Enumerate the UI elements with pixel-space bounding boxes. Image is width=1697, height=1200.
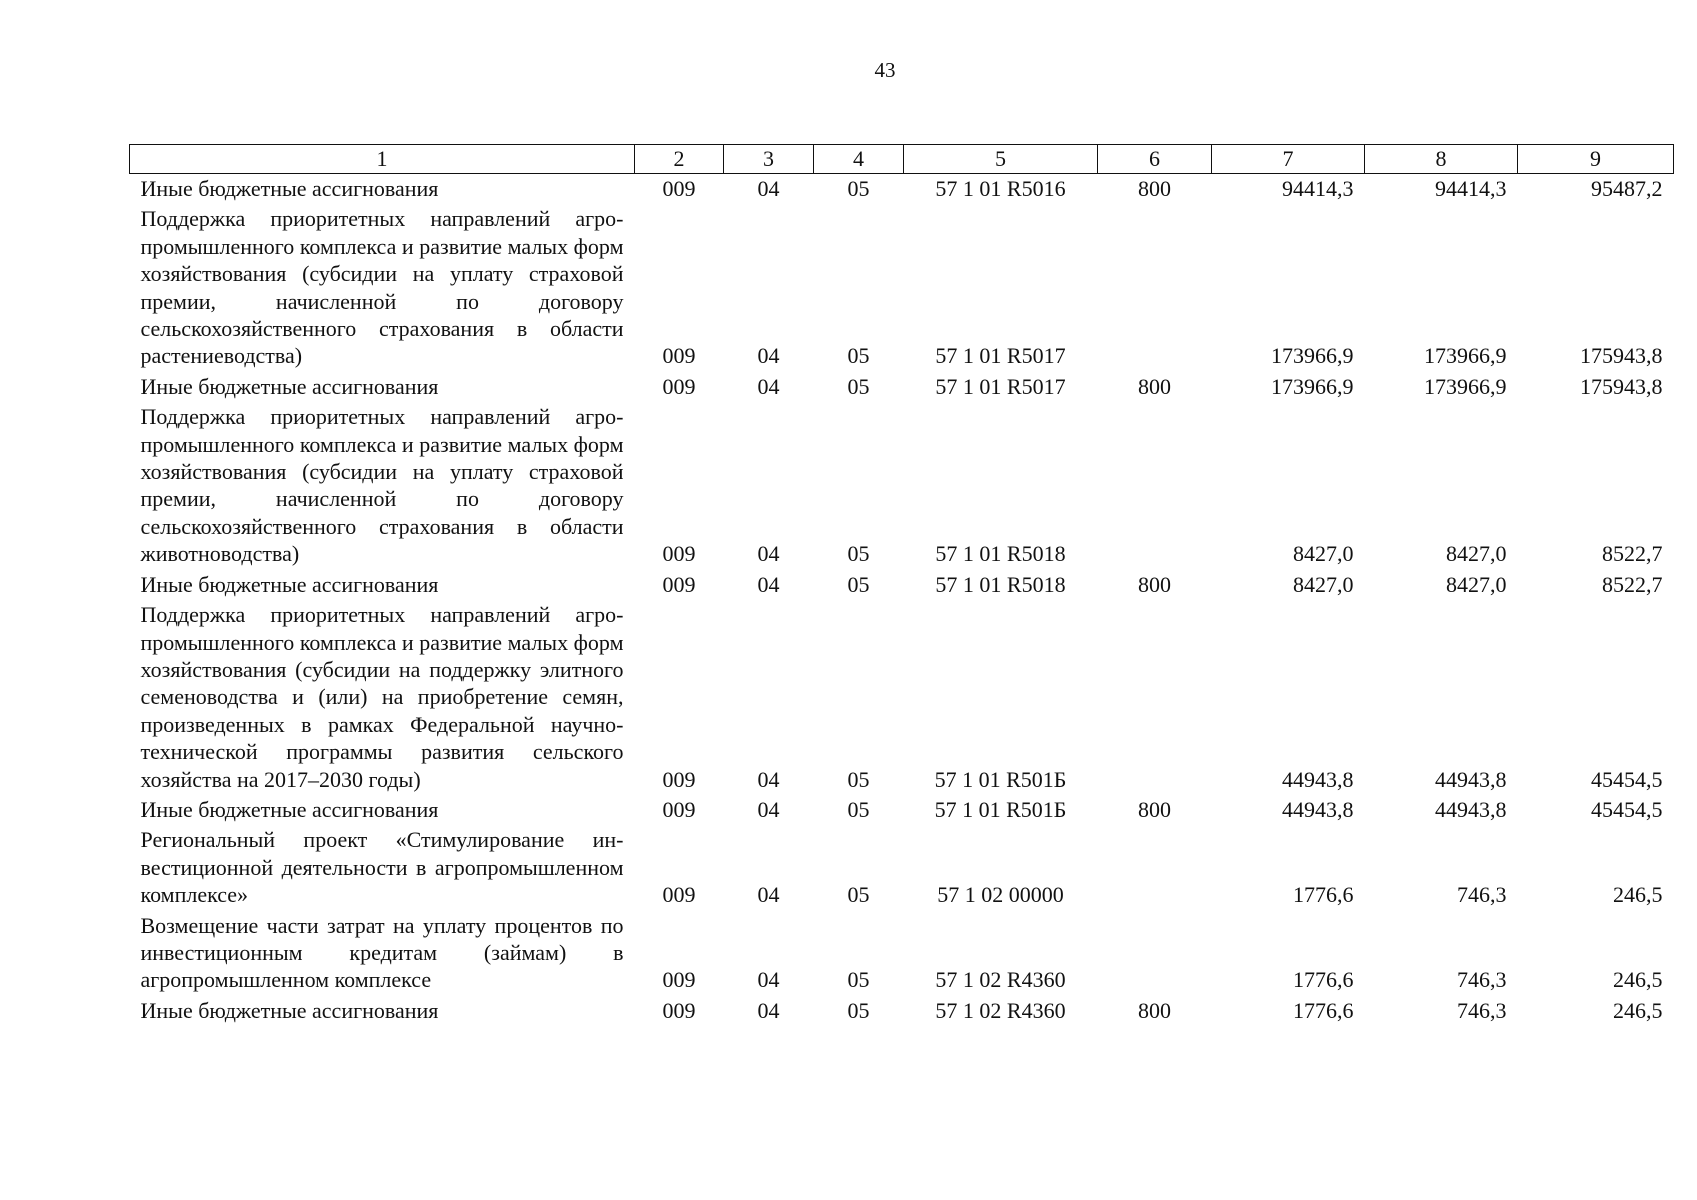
row-admin-code: 009 (662, 997, 696, 1023)
row-target-article: 57 1 02 R4360 (935, 967, 1066, 993)
column-header-6: 6 (1098, 145, 1212, 174)
row-amount-year-2: 8427,0 (1446, 541, 1507, 567)
row-amount-year-2: 746,3 (1457, 882, 1507, 908)
row-subsection: 05 (847, 796, 870, 822)
row-name: Возмещение части затрат на уплату процентов по инвестиционным кредитам (займам) в агропромышленном комплексе (140, 912, 624, 993)
row-section: 04 (757, 967, 780, 993)
row-target-article: 57 1 01 R501Б (934, 796, 1067, 822)
row-amount-year-1: 173966,9 (1271, 373, 1354, 399)
column-header-7: 7 (1212, 145, 1365, 174)
row-expense-type: 800 (1138, 997, 1171, 1023)
row-subsection: 05 (847, 541, 870, 567)
row-subsection: 05 (847, 967, 870, 993)
table-row (130, 402, 1674, 569)
row-name: Поддержка приоритетных направлений агропромышленного комплекса и развитие малых форм хозяйствования (субсидии на уплату страховой премии, начисленной по договору сельскохозяйственного страхования в области животноводства) (140, 404, 624, 567)
row-amount-year-3: 8522,7 (1602, 541, 1663, 567)
row-admin-code: 009 (662, 796, 696, 822)
row-name: Региональный проект «Стимулирование инвестиционной деятельности в агропромышленном комплексе» (140, 827, 624, 908)
row-expense-type (1098, 402, 1212, 569)
row-amount-year-2: 44943,8 (1435, 796, 1507, 822)
row-amount-year-1: 1776,6 (1293, 997, 1354, 1023)
row-target-article: 57 1 01 R5018 (935, 541, 1066, 567)
row-subsection: 05 (847, 343, 870, 369)
row-name: Иные бюджетные ассигнования (140, 796, 439, 822)
table-header (130, 145, 1674, 174)
table-row (130, 911, 1674, 996)
column-header-5: 5 (904, 145, 1098, 174)
row-amount-year-3: 246,5 (1613, 997, 1663, 1023)
row-subsection: 05 (847, 176, 870, 201)
row-section: 04 (757, 997, 780, 1023)
row-section: 04 (757, 766, 780, 792)
column-header-8: 8 (1365, 145, 1518, 174)
row-target-article: 57 1 01 R5016 (935, 176, 1066, 201)
row-subsection: 05 (847, 997, 870, 1023)
row-amount-year-1: 1776,6 (1293, 967, 1354, 993)
row-expense-type (1098, 204, 1212, 371)
row-expense-type (1098, 911, 1212, 996)
row-section: 04 (757, 343, 780, 369)
row-section: 04 (757, 541, 780, 567)
row-amount-year-3: 45454,5 (1591, 766, 1663, 792)
row-target-article: 57 1 02 00000 (937, 882, 1064, 908)
table-row (130, 372, 1674, 402)
row-name: Иные бюджетные ассигнования (140, 997, 439, 1023)
row-subsection: 05 (847, 373, 870, 399)
row-admin-code: 009 (662, 766, 696, 792)
row-section: 04 (757, 571, 780, 597)
row-amount-year-2: 746,3 (1457, 997, 1507, 1023)
row-subsection: 05 (847, 571, 870, 597)
row-subsection: 05 (847, 766, 870, 792)
column-header-9: 9 (1518, 145, 1674, 174)
row-section: 04 (757, 176, 780, 201)
row-expense-type: 800 (1138, 571, 1171, 597)
row-name: Иные бюджетные ассигнования (140, 176, 439, 201)
row-amount-year-1: 173966,9 (1271, 343, 1354, 369)
row-name: Иные бюджетные ассигнования (140, 373, 439, 399)
row-admin-code: 009 (662, 176, 696, 201)
row-expense-type: 800 (1138, 373, 1171, 399)
row-expense-type: 800 (1138, 176, 1171, 201)
row-amount-year-3: 175943,8 (1580, 373, 1663, 399)
budget-table (129, 144, 1674, 1026)
row-amount-year-3: 8522,7 (1602, 571, 1663, 597)
row-amount-year-2: 746,3 (1457, 967, 1507, 993)
table-row (130, 795, 1674, 825)
row-amount-year-2: 94414,3 (1435, 176, 1507, 201)
row-amount-year-3: 95487,2 (1591, 176, 1663, 201)
row-target-article: 57 1 01 R5017 (935, 373, 1066, 399)
column-header-1: 1 (130, 145, 635, 174)
table-header-row (130, 145, 1674, 174)
row-amount-year-3: 246,5 (1613, 882, 1663, 908)
row-expense-type (1098, 600, 1212, 795)
row-amount-year-1: 1776,6 (1293, 882, 1354, 908)
row-admin-code: 009 (662, 373, 696, 399)
column-header-4: 4 (814, 145, 904, 174)
row-target-article: 57 1 02 R4360 (935, 997, 1066, 1023)
row-target-article: 57 1 01 R501Б (934, 766, 1067, 792)
row-amount-year-1: 94414,3 (1282, 176, 1354, 201)
column-header-2: 2 (635, 145, 724, 174)
row-admin-code: 009 (662, 541, 696, 567)
row-subsection: 05 (847, 882, 870, 908)
row-admin-code: 009 (662, 343, 696, 369)
row-amount-year-2: 8427,0 (1446, 571, 1507, 597)
row-name: Поддержка приоритетных направлений агропромышленного комплекса и развитие малых форм хозяйствования (субсидии на поддержку элитного семеноводства и (или) на приобретение семян, произведенных в рамках Федеральной научно-технической программы развития сельского хозяйства на 2017–2030 годы) (140, 602, 624, 792)
row-admin-code: 009 (662, 882, 696, 908)
table-row (130, 174, 1674, 205)
row-amount-year-1: 8427,0 (1293, 541, 1354, 567)
row-amount-year-2: 173966,9 (1424, 373, 1507, 399)
row-amount-year-2: 44943,8 (1435, 766, 1507, 792)
row-section: 04 (757, 796, 780, 822)
row-amount-year-2: 173966,9 (1424, 343, 1507, 369)
page-number: 43 (874, 58, 896, 82)
row-expense-type: 800 (1138, 796, 1171, 822)
row-section: 04 (757, 882, 780, 908)
row-amount-year-3: 45454,5 (1591, 796, 1663, 822)
table-row (130, 996, 1674, 1026)
row-amount-year-3: 175943,8 (1580, 343, 1663, 369)
table-row (130, 570, 1674, 600)
row-amount-year-3: 246,5 (1613, 967, 1663, 993)
row-name: Иные бюджетные ассигнования (140, 571, 439, 597)
row-amount-year-1: 8427,0 (1293, 571, 1354, 597)
table-row (130, 204, 1674, 371)
row-admin-code: 009 (662, 571, 696, 597)
row-section: 04 (757, 373, 780, 399)
row-amount-year-1: 44943,8 (1282, 796, 1354, 822)
row-amount-year-1: 44943,8 (1282, 766, 1354, 792)
column-header-3: 3 (724, 145, 814, 174)
table-body (130, 174, 1674, 1027)
row-target-article: 57 1 01 R5018 (935, 571, 1066, 597)
row-target-article: 57 1 01 R5017 (935, 343, 1066, 369)
table-row (130, 825, 1674, 910)
table-row (130, 600, 1674, 795)
row-admin-code: 009 (662, 967, 696, 993)
row-expense-type (1098, 825, 1212, 910)
row-name: Поддержка приоритетных направлений агропромышленного комплекса и развитие малых форм хозяйствования (субсидии на уплату страховой премии, начисленной по договору сельскохозяйственного страхования в области растениеводства) (140, 206, 624, 369)
